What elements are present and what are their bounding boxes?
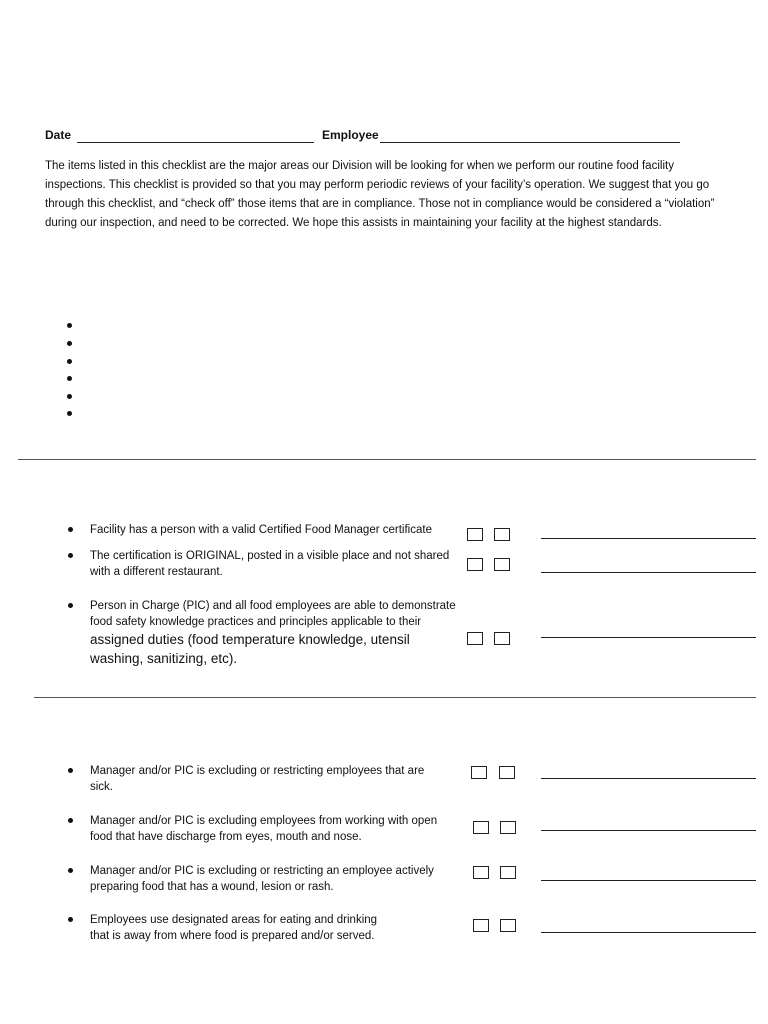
list-bullet xyxy=(67,341,72,346)
item-text: Manager and/or PIC is excluding employees from working with open food that have discharge from eyes, mouth and nose. xyxy=(90,815,438,843)
comment-line[interactable] xyxy=(541,637,756,638)
no-checkbox[interactable] xyxy=(500,866,516,879)
no-checkbox[interactable] xyxy=(494,528,510,541)
item-bullet xyxy=(68,818,73,823)
yes-checkbox[interactable] xyxy=(471,766,487,779)
yes-checkbox[interactable] xyxy=(473,866,489,879)
yes-checkbox[interactable] xyxy=(473,919,489,932)
list-bullet xyxy=(67,411,72,416)
list-bullet xyxy=(67,359,72,364)
item-bullet xyxy=(68,768,73,773)
yes-checkbox[interactable] xyxy=(467,528,483,541)
yes-checkbox[interactable] xyxy=(473,821,489,834)
no-checkbox[interactable] xyxy=(494,632,510,645)
yes-checkbox[interactable] xyxy=(467,632,483,645)
item-text-large: assigned duties (food temperature knowledge, utensil washing, sanitizing, etc). xyxy=(90,632,410,666)
list-bullet xyxy=(67,394,72,399)
item-bullet xyxy=(68,527,73,532)
item-text xyxy=(90,598,462,668)
comment-line[interactable] xyxy=(541,830,756,831)
section-divider xyxy=(34,697,756,698)
comment-line[interactable] xyxy=(541,932,756,933)
item-bullet xyxy=(68,917,73,922)
yes-checkbox[interactable] xyxy=(467,558,483,571)
list-bullet xyxy=(67,323,72,328)
item-text-small: Person in Charge (PIC) and all food employees are able to demonstrate food safety knowledge practices and principles applicable to their xyxy=(90,600,456,628)
item-text: Manager and/or PIC is excluding or restricting employees that are sick. xyxy=(90,765,425,793)
date-field[interactable] xyxy=(77,142,314,143)
intro-paragraph: The items listed in this checklist are the major areas our Division will be looking for when we perform our routine food facility inspections. This checklist is provided so that you may perform periodic reviews of your facility’s operation. We suggest that you go through this checklist, and “check off” those items that are in compliance. Those not in compliance would be considered a “violation” during our inspection, and need to be corrected. We hope this assists in maintaining your facility at the highest standards. xyxy=(45,160,715,229)
section-divider xyxy=(18,459,756,460)
comment-line[interactable] xyxy=(541,880,756,881)
comment-line[interactable] xyxy=(541,778,756,779)
comment-line[interactable] xyxy=(541,572,756,573)
item-text: Facility has a person with a valid Certified Food Manager certificate xyxy=(90,524,432,536)
employee-field[interactable] xyxy=(380,142,680,143)
no-checkbox[interactable] xyxy=(500,919,516,932)
item-bullet xyxy=(68,553,73,558)
item-bullet xyxy=(68,603,73,608)
no-checkbox[interactable] xyxy=(494,558,510,571)
list-bullet xyxy=(67,376,72,381)
item-text: The certification is ORIGINAL, posted in a visible place and not shared with a different restaurant. xyxy=(90,550,450,578)
item-text: Employees use designated areas for eating and drinking that is away from where food is prepared and/or served. xyxy=(90,914,378,942)
employee-label: Employee xyxy=(322,128,379,142)
no-checkbox[interactable] xyxy=(499,766,515,779)
date-label: Date xyxy=(45,128,72,142)
comment-line[interactable] xyxy=(541,538,756,539)
item-bullet xyxy=(68,868,73,873)
item-text: Manager and/or PIC is excluding or restricting an employee actively preparing food that has a wound, lesion or rash. xyxy=(90,865,434,893)
no-checkbox[interactable] xyxy=(500,821,516,834)
